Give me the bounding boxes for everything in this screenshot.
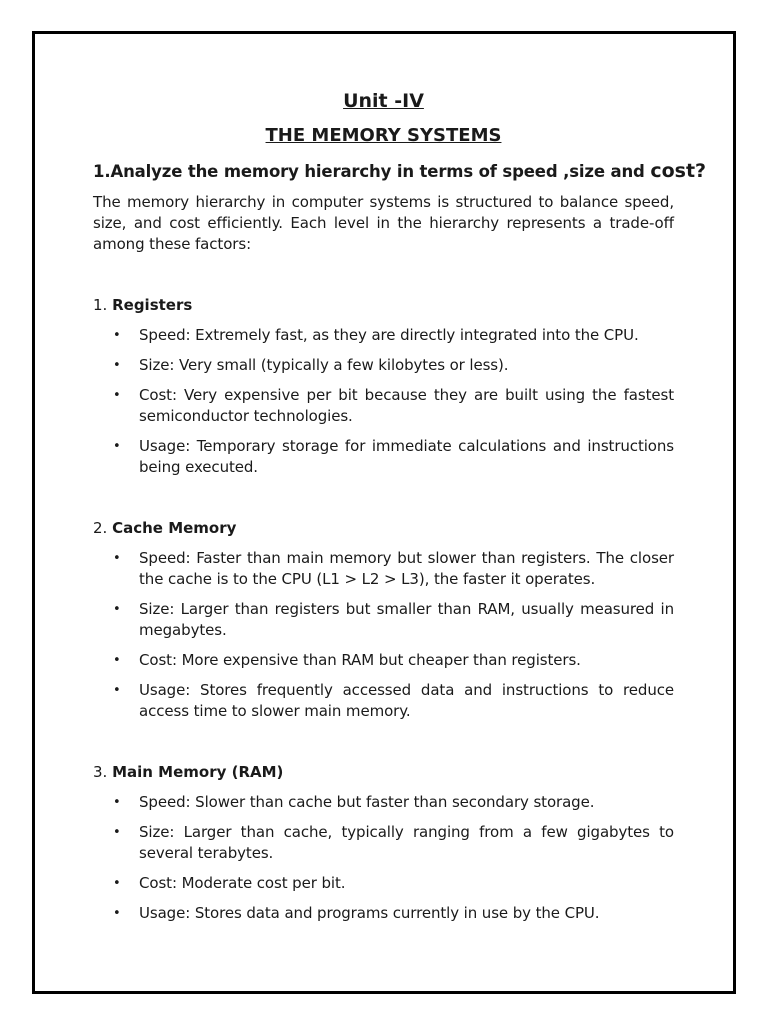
question-heading bbox=[93, 159, 707, 184]
bullet-icon: • bbox=[113, 683, 121, 698]
list-item-text: Speed: Extremely fast, as they are directly integrated into the CPU. bbox=[139, 326, 639, 344]
bullet-list bbox=[93, 325, 674, 478]
list-item bbox=[93, 650, 674, 671]
list-item-text: Usage: Temporary storage for immediate calculations and instructions being executed. bbox=[139, 437, 674, 476]
list-item bbox=[93, 792, 674, 813]
list-item-text: Size: Larger than cache, typically ranging from a few gigabytes to several terabytes. bbox=[139, 823, 674, 862]
document-body bbox=[93, 88, 707, 924]
list-item bbox=[93, 325, 674, 346]
bullet-icon: • bbox=[113, 328, 121, 343]
list-item bbox=[93, 385, 674, 427]
section-name: Cache Memory bbox=[112, 519, 237, 537]
list-item-text: Cost: Moderate cost per bit. bbox=[139, 874, 346, 892]
list-item bbox=[93, 548, 674, 590]
list-item bbox=[93, 599, 674, 641]
bullet-icon: • bbox=[113, 439, 121, 454]
section-number: 3. bbox=[93, 763, 108, 781]
bullet-icon: • bbox=[113, 602, 121, 617]
bullet-icon: • bbox=[113, 825, 121, 840]
list-item-text: Size: Very small (typically a few kilobytes or less). bbox=[139, 356, 509, 374]
main-title: THE MEMORY SYSTEMS bbox=[265, 125, 502, 146]
bullet-list bbox=[93, 548, 674, 722]
section-number: 1. bbox=[93, 296, 108, 314]
list-item-text: Cost: More expensive than RAM but cheaper than registers. bbox=[139, 651, 581, 669]
list-item-text: Speed: Faster than main memory but slower than registers. The closer the cache is to the CPU (L1 > L2 > L3), the faster it operates. bbox=[139, 549, 674, 588]
section-heading bbox=[93, 518, 674, 539]
list-item bbox=[93, 822, 674, 864]
section-number: 2. bbox=[93, 519, 108, 537]
bullet-icon: • bbox=[113, 795, 121, 810]
section-heading bbox=[93, 295, 674, 316]
list-item bbox=[93, 873, 674, 894]
bullet-icon: • bbox=[113, 906, 121, 921]
section-name: Main Memory (RAM) bbox=[112, 763, 284, 781]
section-heading bbox=[93, 762, 674, 783]
list-item-text: Usage: Stores data and programs currently in use by the CPU. bbox=[139, 904, 600, 922]
list-item bbox=[93, 903, 674, 924]
section-registers bbox=[93, 295, 674, 478]
list-item bbox=[93, 680, 674, 722]
question-text-end: cost? bbox=[650, 160, 707, 182]
section-cache-memory bbox=[93, 518, 674, 722]
list-item-text: Size: Larger than registers but smaller than RAM, usually measured in megabytes. bbox=[139, 600, 674, 639]
bullet-icon: • bbox=[113, 388, 121, 403]
section-main-memory bbox=[93, 762, 674, 924]
question-text: 1.Analyze the memory hierarchy in terms of speed ,size and bbox=[93, 162, 651, 181]
intro-paragraph: The memory hierarchy in computer systems is structured to balance speed, size, and cost efficiently. Each level in the hierarchy represents a trade-off among these factors: bbox=[93, 193, 674, 253]
bullet-icon: • bbox=[113, 358, 121, 373]
list-item bbox=[93, 436, 674, 478]
list-item-text: Usage: Stores frequently accessed data and instructions to reduce access time to slower main memory. bbox=[139, 681, 674, 720]
list-item-text: Speed: Slower than cache but faster than secondary storage. bbox=[139, 793, 595, 811]
bullet-icon: • bbox=[113, 653, 121, 668]
bullet-icon: • bbox=[113, 876, 121, 891]
section-name: Registers bbox=[112, 296, 193, 314]
list-item bbox=[93, 355, 674, 376]
unit-title: Unit -IV bbox=[343, 90, 424, 112]
list-item-text: Cost: Very expensive per bit because they are built using the fastest semiconductor technologies. bbox=[139, 386, 674, 425]
bullet-list bbox=[93, 792, 674, 924]
bullet-icon: • bbox=[113, 551, 121, 566]
